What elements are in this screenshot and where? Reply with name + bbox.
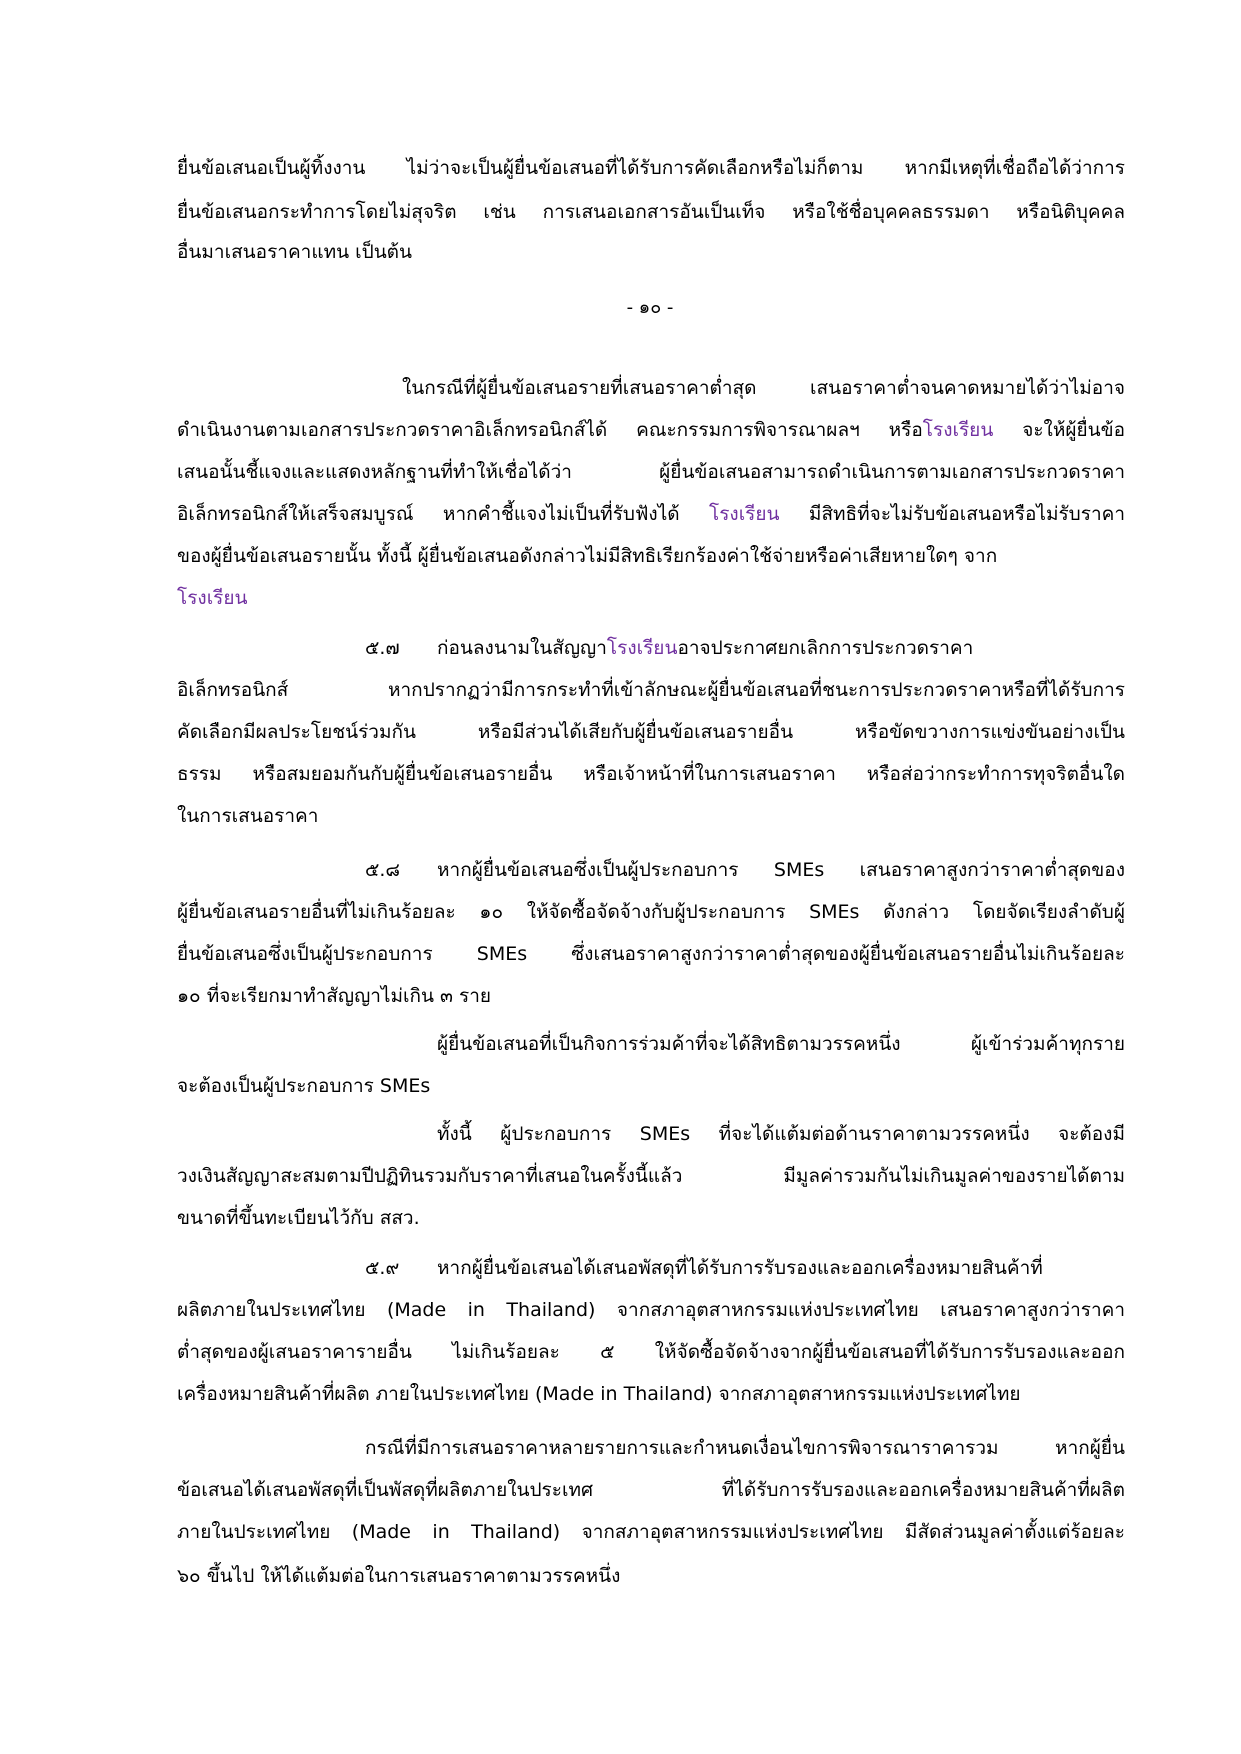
- school-term: โรงเรียน: [922, 419, 994, 441]
- school-term: โรงเรียน: [177, 587, 248, 609]
- text-line: ดำเนินงานตามเอกสารประกวดราคาอิเล็กทรอนิกส์ได้ คณะกรรมการพิจารณาผลฯ หรือโรงเรียน จะให้ผู้ยื่นข้อ: [177, 419, 1125, 441]
- text-line: ยื่นข้อเสนอซึ่งเป็นผู้ประกอบการ SMEs ซึ่งเสนอราคาสูงกว่าราคาต่ำสุดของผู้ยื่นข้อเสนอรายอื่นไม่เกินร้อยละ: [177, 943, 1125, 965]
- text-line: อิเล็กทรอนิกส์ให้เสร็จสมบูรณ์ หากคำชี้แจงไม่เป็นที่รับฟังได้ โรงเรียน มีสิทธิที่จะไม่รับข้อเสนอหรือไม่รับราคา: [177, 503, 1125, 525]
- text-line: จะต้องเป็นผู้ประกอบการ SMEs: [177, 1075, 431, 1097]
- text-line: เครื่องหมายสินค้าที่ผลิต ภายในประเทศไทย (Made in Thailand) จากสภาอุตสาหกรรมแห่งประเทศไทย: [177, 1383, 1021, 1405]
- section-number: ๕.๘: [365, 859, 401, 881]
- section-number: ๕.๗: [365, 637, 400, 659]
- text-line: เสนอนั้นชี้แจงและแสดงหลักฐานที่ทำให้เชื่อได้ว่า ผู้ยื่นข้อเสนอสามารถดำเนินการตามเอกสารประกวดราคา: [177, 461, 1125, 483]
- text-line: ผู้ยื่นข้อเสนอที่เป็นกิจการร่วมค้าที่จะได้สิทธิตามวรรคหนึ่ง ผู้เข้าร่วมค้าทุกราย: [437, 1033, 1125, 1055]
- text-line: ในกรณีที่ผู้ยื่นข้อเสนอรายที่เสนอราคาต่ำสุด เสนอราคาต่ำจนคาดหมายได้ว่าไม่อาจ: [402, 377, 1125, 399]
- text-line: ในการเสนอราคา: [177, 805, 319, 827]
- text-line: ขนาดที่ขึ้นทะเบียนไว้กับ สสว.: [177, 1207, 420, 1229]
- text-line: ๑๐ ที่จะเรียกมาทำสัญญาไม่เกิน ๓ ราย: [177, 985, 492, 1007]
- text-line: ต่ำสุดของผู้เสนอราคารายอื่น ไม่เกินร้อยละ ๕ ให้จัดซื้อจัดจ้างจากผู้ยื่นข้อเสนอที่ได้รับการรับรองและออก: [177, 1341, 1125, 1363]
- text-line: ข้อเสนอได้เสนอพัสดุที่เป็นพัสดุที่ผลิตภายในประเทศ ที่ได้รับการรับรองและออกเครื่องหมายสินค้าที่ผลิต: [177, 1479, 1125, 1501]
- text-line: อิเล็กทรอนิกส์ หากปรากฏว่ามีการกระทำที่เข้าลักษณะผู้ยื่นข้อเสนอที่ชนะการประกวดราคาหรือที่ได้รับการ: [177, 679, 1125, 701]
- text-line: อื่นมาเสนอราคาแทน เป็นต้น: [177, 241, 413, 263]
- text-line: ภายในประเทศไทย (Made in Thailand) จากสภาอุตสาหกรรมแห่งประเทศไทย มีสัดส่วนมูลค่าตั้งแต่ร้อยละ: [177, 1521, 1125, 1543]
- section-number: ๕.๙: [365, 1257, 400, 1279]
- text-line: ยื่นข้อเสนอกระทำการโดยไม่สุจริต เช่น การเสนอเอกสารอันเป็นเท็จ หรือใช้ชื่อบุคคลธรรมดา หรือนิติบุคคล: [177, 201, 1125, 223]
- text-line: ธรรม หรือสมยอมกันกับผู้ยื่นข้อเสนอรายอื่น หรือเจ้าหน้าที่ในการเสนอราคา หรือส่อว่ากระทำการทุจริตอื่นใด: [177, 763, 1125, 785]
- text-line: ยื่นข้อเสนอเป็นผู้ทิ้งงาน ไม่ว่าจะเป็นผู้ยื่นข้อเสนอที่ได้รับการคัดเลือกหรือไม่ก็ตาม หากมีเหตุที่เชื่อถือได้ว่าการ: [177, 157, 1125, 179]
- text-line: ของผู้ยื่นข้อเสนอรายนั้น ทั้งนี้ ผู้ยื่นข้อเสนอดังกล่าวไม่มีสิทธิเรียกร้องค่าใช้จ่ายหรือค่าเสียหายใดๆ จาก: [177, 545, 998, 567]
- section-5-9-heading: ๕.๙ หากผู้ยื่นข้อเสนอได้เสนอพัสดุที่ได้รับการรับรองและออกเครื่องหมายสินค้าที่: [365, 1257, 1043, 1279]
- school-term: โรงเรียน: [709, 503, 780, 525]
- text-line: วงเงินสัญญาสะสมตามปีปฏิทินรวมกับราคาที่เสนอในครั้งนี้แล้ว มีมูลค่ารวมกันไม่เกินมูลค่าของรายได้ตาม: [177, 1165, 1125, 1187]
- text-line: ผู้ยื่นข้อเสนอรายอื่นที่ไม่เกินร้อยละ ๑๐ ให้จัดซื้อจัดจ้างกับผู้ประกอบการ SMEs ดังกล่าว โดยจัดเรียงลำดับผู้: [177, 901, 1125, 923]
- text-line: ทั้งนี้ ผู้ประกอบการ SMEs ที่จะได้แต้มต่อด้านราคาตามวรรคหนึ่ง จะต้องมี: [437, 1123, 1125, 1145]
- school-term: โรงเรียน: [606, 637, 678, 659]
- text-line: คัดเลือกมีผลประโยชน์ร่วมกัน หรือมีส่วนได้เสียกับผู้ยื่นข้อเสนอรายอื่น หรือขัดขวางการแข่งขันอย่างเป็น: [177, 721, 1125, 743]
- section-5-7-heading: ๕.๗ ก่อนลงนามในสัญญาโรงเรียนอาจประกาศยกเลิกการประกวดราคา: [365, 637, 974, 659]
- text-line: กรณีที่มีการเสนอราคาหลายรายการและกำหนดเงื่อนไขการพิจารณาราคารวม หากผู้ยื่น: [365, 1437, 1125, 1459]
- text-line: ผลิตภายในประเทศไทย (Made in Thailand) จากสภาอุตสาหกรรมแห่งประเทศไทย เสนอราคาสูงกว่าราคา: [177, 1299, 1125, 1321]
- text-line: ๖๐ ขึ้นไป ให้ได้แต้มต่อในการเสนอราคาตามวรรคหนึ่ง: [177, 1565, 621, 1587]
- page-number: - ๑๐ -: [626, 297, 674, 318]
- section-5-8-heading: ๕.๘ หากผู้ยื่นข้อเสนอซึ่งเป็นผู้ประกอบการ SMEs เสนอราคาสูงกว่าราคาต่ำสุดของ: [365, 859, 1125, 881]
